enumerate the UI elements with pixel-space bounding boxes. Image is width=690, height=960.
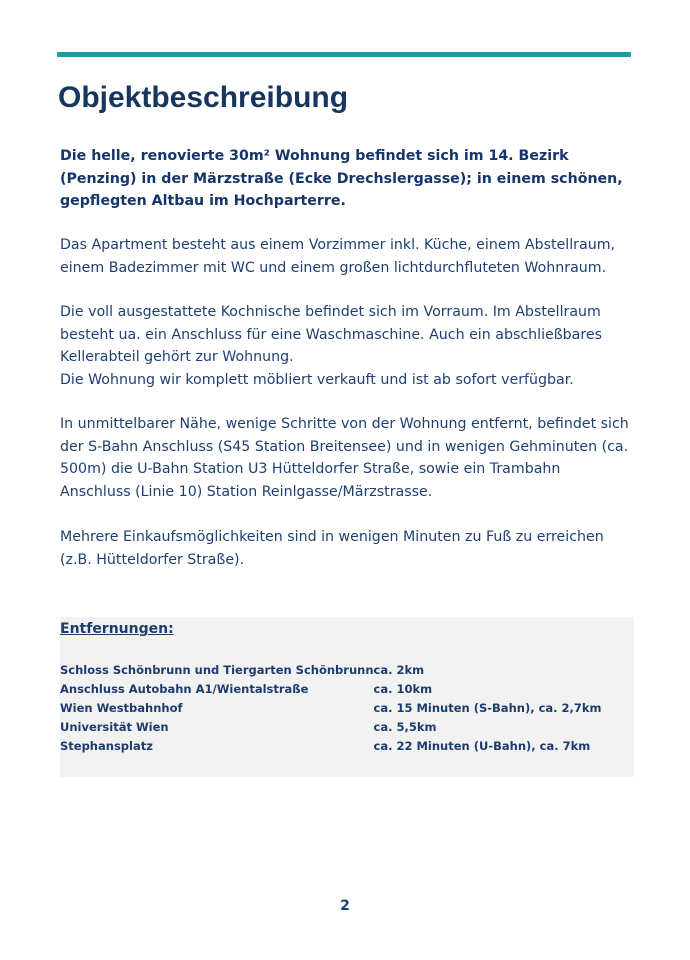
distance-value: ca. 22 Minuten (U-Bahn), ca. 7km (373, 738, 591, 753)
distance-place: Anschluss Autobahn A1/Wientalstraße (60, 681, 309, 696)
distances-heading: Entfernungen: (60, 621, 174, 637)
distance-place: Wien Westbahnhof (60, 700, 183, 715)
distance-value: ca. 2km (373, 662, 425, 677)
intro-paragraph: Die helle, renovierte 30m² Wohnung befindet sich im 14. Bezirk (Penzing) in der Märzstraße (Ecke Drechslergasse); in einem schönen, gepflegten Altbau im Hochparterre. (60, 148, 623, 209)
table-row (60, 660, 602, 679)
table-row (60, 736, 602, 755)
equipment-paragraph: Die voll ausgestattete Kochnische befindet sich im Vorraum. Im Abstellraum besteht ua. ein Anschluss für eine Waschmaschine. Auch ein abschließbares Kellerabteil gehört zur Wohnung. (60, 304, 603, 365)
distance-place: Universität Wien (60, 719, 169, 734)
header-rule (57, 52, 631, 57)
apartment-layout-paragraph: Das Apartment besteht aus einem Vorzimmer inkl. Küche, einem Abstellraum, einem Badezimmer mit WC und einem großen lichtdurchfluteten Wohnraum. (60, 237, 616, 276)
distances-box (60, 617, 634, 777)
table-row (60, 679, 602, 698)
equipment-section (60, 301, 634, 391)
distance-value: ca. 5,5km (373, 719, 437, 734)
distance-value: ca. 10km (373, 681, 433, 696)
transport-paragraph: In unmittelbarer Nähe, wenige Schritte von der Wohnung entfernt, befindet sich der S-Bahn Anschluss (S45 Station Breitensee) und in wenigen Gehminuten (ca. 500m) die U-Bahn Station U3 Hütteldorfer Straße, sowie ein Trambahn Anschluss (Linie 10) Station Reinlgasse/Märzstrasse. (60, 416, 629, 500)
distance-value: ca. 15 Minuten (S-Bahn), ca. 2,7km (373, 700, 602, 715)
availability-paragraph: Die Wohnung wir komplett möbliert verkauft und ist ab sofort verfügbar. (60, 371, 574, 388)
page-title: Objektbeschreibung (58, 81, 349, 114)
distance-place: Stephansplatz (60, 738, 153, 753)
page-number: 2 (340, 898, 350, 914)
table-row (60, 717, 602, 736)
distance-place: Schloss Schönbrunn und Tiergarten Schönbrunn (60, 662, 374, 677)
distances-table (60, 660, 602, 755)
table-row (60, 698, 602, 717)
shopping-paragraph: Mehrere Einkaufsmöglichkeiten sind in wenigen Minuten zu Fuß zu erreichen (z.B. Hütteldorfer Straße). (60, 529, 604, 568)
